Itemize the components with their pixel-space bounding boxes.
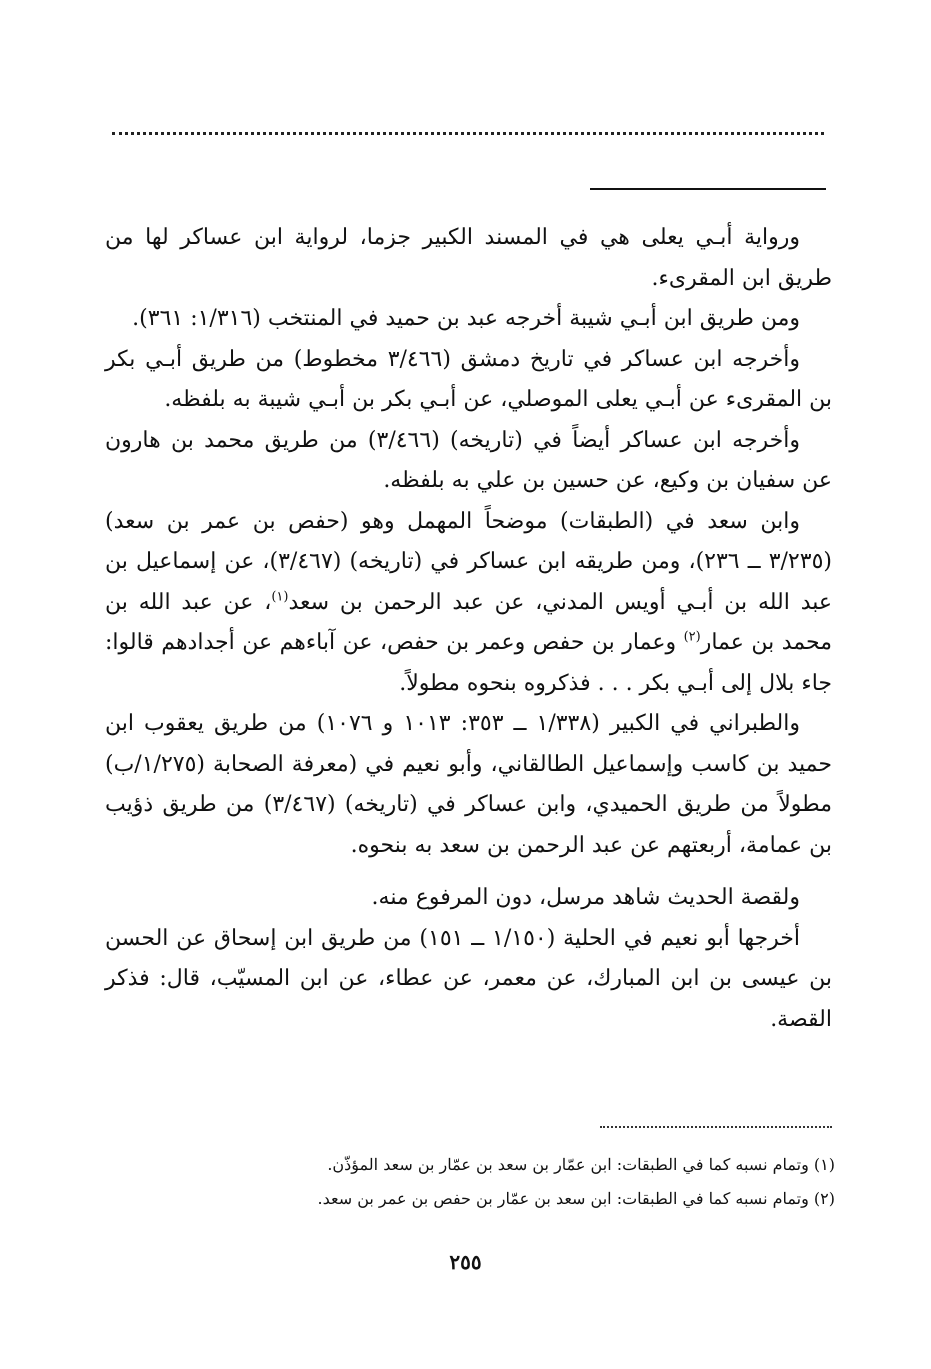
page-number: ٢٥٥ bbox=[449, 1250, 482, 1274]
footnote-separator bbox=[600, 1126, 832, 1128]
footnote-ref-2: (٢) bbox=[683, 629, 701, 645]
main-text bbox=[105, 218, 832, 1040]
paragraph: والطبراني في الكبير (١/٣٣٨ ــ ٣٥٣: ١٠١٣ و ١٠٧٦) من طريق يعقوب ابن حميد بن كاسب وإسماعيل الطالقاني، وأبو نعيم في (معرفة الصحابة (١/٢٧٥/ب) مطولاً من طريق الحميدي، وابن عساكر في (تاريخه) (٣/٤٦٧) من طريق ذؤيب بن عمامة، أربعتهم عن عبد الرحمن بن سعد به بنحوه. bbox=[105, 711, 833, 858]
footnotes bbox=[250, 1148, 835, 1216]
paragraph: ومن طريق ابن أبـي شيبة أخرجه عبد بن حميد في المنتخب (١/٣١٦: ٣٦١). bbox=[132, 306, 800, 331]
header-dotted-separator bbox=[112, 132, 824, 135]
paragraph-text: وعمار بن حفص وعمر بن حفص، عن آباءهم عن أجدادهم قالوا: جاء بلال إلى أبـي بكر . . . فذكروه بنحوه مطولاً. bbox=[105, 630, 832, 696]
header-rule bbox=[590, 188, 826, 190]
footnote: (١) وتمام نسبه كما في الطبقات: ابن عمّار بن سعد بن عمّار بن سعد المؤذّن. bbox=[327, 1155, 835, 1174]
paragraph: أخرجها أبو نعيم في الحلية (١/١٥٠ ــ ١٥١) من طريق ابن إسحاق عن الحسن بن عيسى بن ابن المبارك، عن معمر، عن عطاء، عن ابن المسيّب، قال: فذكر القصة. bbox=[105, 925, 832, 1032]
paragraph: وأخرجه ابن عساكر أيضاً في (تاريخه) (٣/٤٦٦) من طريق محمد بن هارون عن سفيان بن وكيع، عن حسين بن علي به بلفظه. bbox=[105, 427, 832, 493]
footnote-ref-1: (١) bbox=[271, 589, 289, 605]
paragraph: ولقصة الحديث شاهد مرسل، دون المرفوع منه. bbox=[371, 885, 800, 910]
paragraph-text: ، عن عبد الله بن محمد بن عمار bbox=[105, 589, 833, 655]
footnote: (٢) وتمام نسبه كما في الطبقات: ابن سعد بن عمّار بن حفص بن عمر بن سعد. bbox=[317, 1189, 835, 1208]
paragraph-text: وابن سعد في (الطبقات) موضحاً المهمل وهو (حفص بن عمر بن سعد) (٣/٢٣٥ ــ ٢٣٦)، ومن طريقه ابن عساكر في (تاريخه) (٣/٤٦٧)، عن إسماعيل بن عبد الله بن أبـي أويس المدني، عن عبد الرحمن بن سعد bbox=[105, 508, 833, 615]
paragraph-with-footnotes bbox=[105, 502, 832, 705]
paragraph: ورواية أبـي يعلى هي في المسند الكبير جزما، لرواية ابن عساكر لها من طريق ابن المقرىء. bbox=[105, 225, 832, 291]
paragraph: وأخرجه ابن عساكر في تاريخ دمشق (٣/٤٦٦ مخطوط) من طريق أبـي بكر بن المقرىء عن أبـي يعلى الموصلي، عن أبـي بكر بن أبـي شيبة به بلفظه. bbox=[105, 346, 832, 412]
